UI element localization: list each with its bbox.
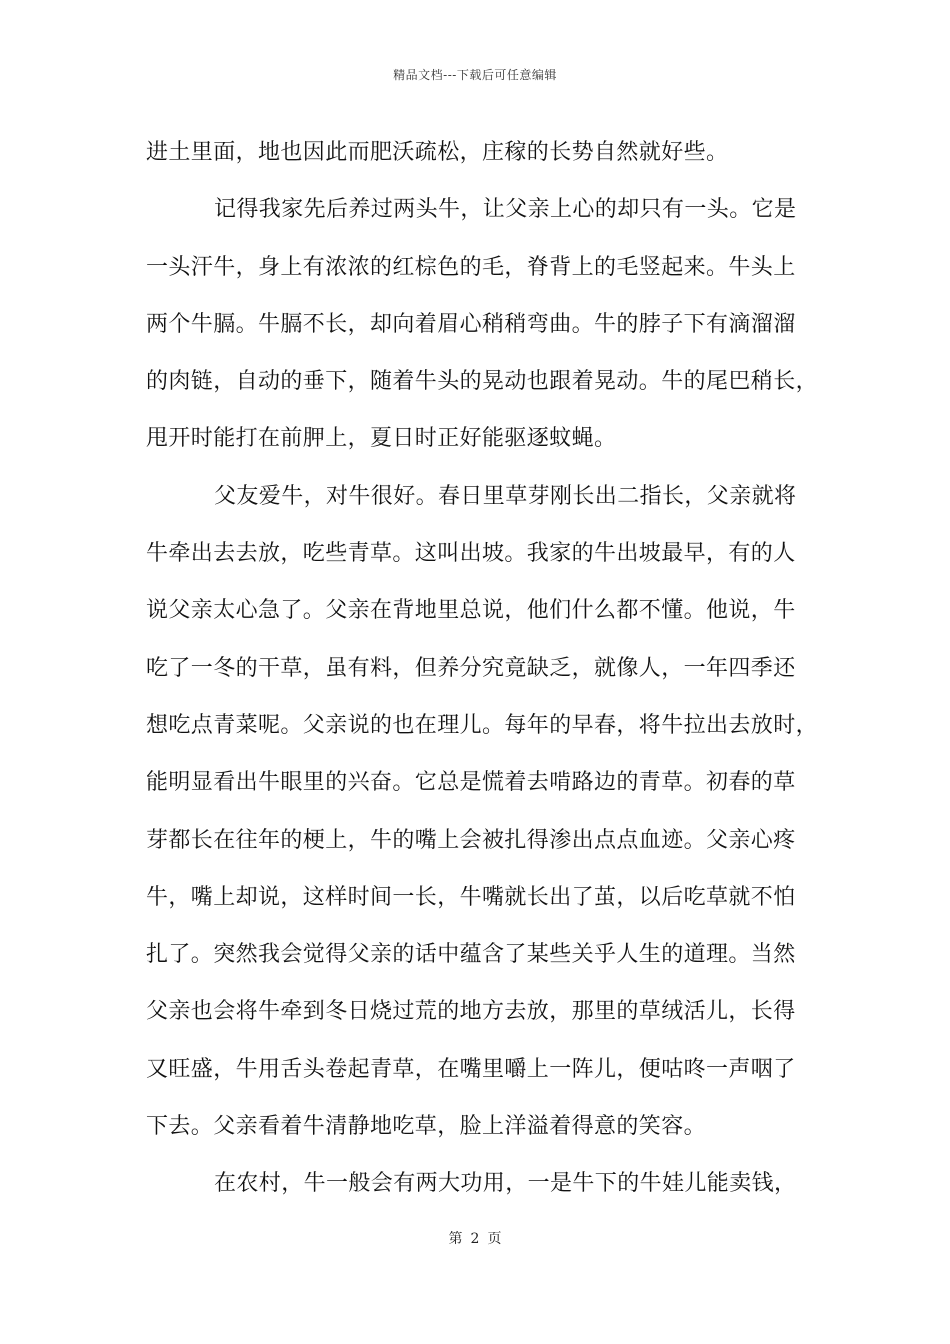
page-number-suffix: 页 (487, 1231, 502, 1247)
text-line: 记得我家先后养过两头牛，让父亲上心的却只有一头。它是 (214, 197, 797, 223)
page-number: 2 (470, 1231, 480, 1247)
body-text (146, 124, 818, 1213)
text-line: 吃了一冬的干草，虽有料，但养分究竟缺乏，就像人，一年四季还 (146, 655, 796, 681)
text-line: 牛，嘴上却说，这样时间一长，牛嘴就长出了茧，以后吃草就不怕 (146, 884, 796, 910)
text-line: 进土里面，地也因此而肥沃疏松，庄稼的长势自然就好些。 (146, 140, 729, 165)
text-line: 又旺盛，牛用舌头卷起青草，在嘴里嚼上一阵儿，便咕咚一声咽了 (146, 1056, 796, 1082)
text-line: 两个牛膈。牛膈不长，却向着眉心稍稍弯曲。牛的脖子下有滴溜溜 (146, 311, 796, 337)
page-number-prefix: 第 (448, 1231, 463, 1247)
text-line: 一头汗牛，身上有浓浓的红棕色的毛，脊背上的毛竖起来。牛头上 (146, 254, 796, 280)
text-line: 能明显看出牛眼里的兴奋。它总是慌着去啃路边的青草。初春的草 (146, 770, 796, 796)
text-line: 想吃点青菜呢。父亲说的也在理儿。每年的早春，将牛拉出去放时， (146, 712, 819, 738)
text-line: 的肉链，自动的垂下，随着牛头的晃动也跟着晃动。牛的尾巴稍长， (146, 369, 819, 395)
text-line: 牛牵出去去放，吃些青草。这叫出坡。我家的牛出坡最早，有的人 (146, 541, 796, 567)
text-line: 甩开时能打在前胛上，夏日时正好能驱逐蚊蝇。 (146, 426, 617, 452)
text-line: 父友爱牛，对牛很好。春日里草芽刚长出二指长，父亲就将 (214, 483, 797, 509)
text-line: 说父亲太心急了。父亲在背地里总说，他们什么都不懂。他说，牛 (146, 598, 796, 624)
text-line: 父亲也会将牛牵到冬日烧过荒的地方去放，那里的草绒活儿，长得 (146, 999, 796, 1025)
text-line: 扎了。突然我会觉得父亲的话中蕴含了某些关乎人生的道理。当然 (146, 942, 796, 968)
text-line: 下去。父亲看着牛清静地吃草，脸上洋溢着得意的笑容。 (146, 1114, 707, 1140)
text-line: 在农村，牛一般会有两大功用，一是牛下的牛娃儿能卖钱， (214, 1171, 797, 1197)
page-header: 精品文档---下载后可任意编辑 (393, 68, 557, 82)
page-footer (0, 1228, 950, 1248)
text-line: 芽都长在往年的梗上，牛的嘴上会被扎得渗出点点血迹。父亲心疼 (146, 827, 796, 853)
